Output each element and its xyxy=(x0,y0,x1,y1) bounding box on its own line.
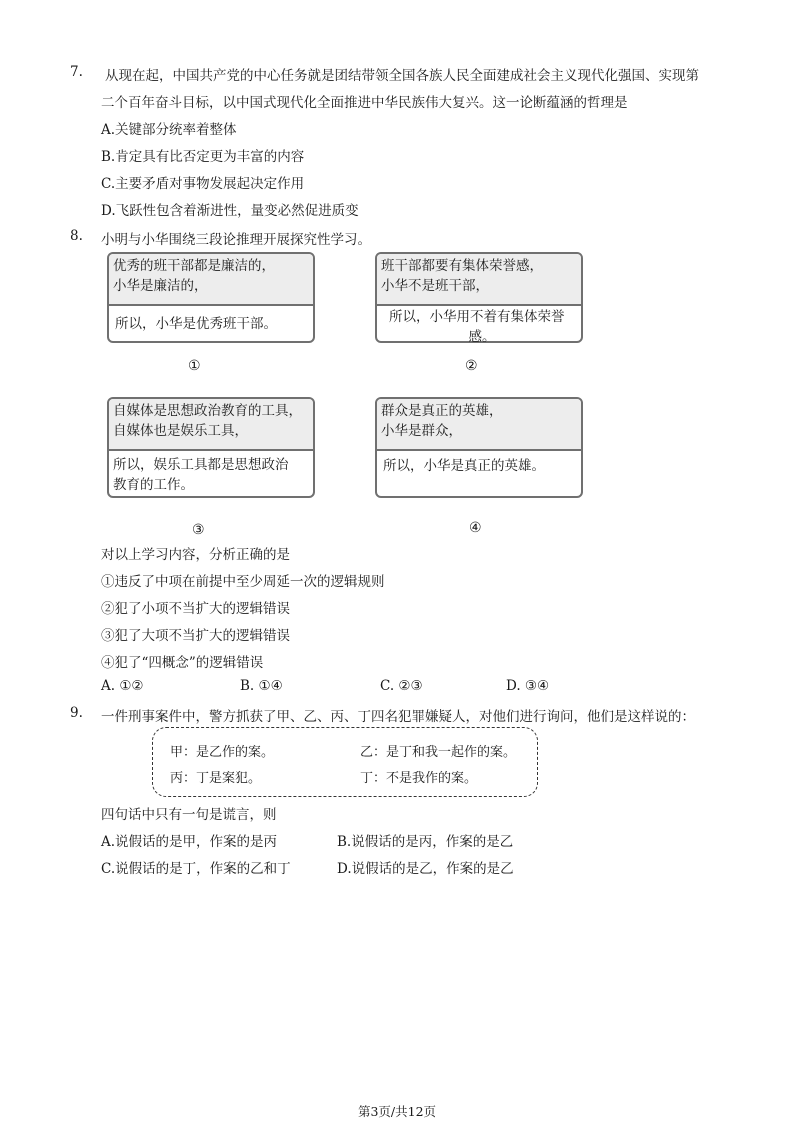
statement-item-1: ①违反了中项在前提中至少周延一次的逻辑规则 xyxy=(101,574,385,590)
statement-ding: 丁：不是我作的案。 xyxy=(360,771,478,786)
statement-item-4: ④犯了“四概念”的逻辑错误 xyxy=(101,655,264,671)
premises xyxy=(377,254,581,306)
option-a: A.说假话的是甲，作案的是丙 xyxy=(101,834,278,850)
conclusion: 所以，小华是优秀班干部。 xyxy=(115,316,277,332)
major-premise: 群众是真正的英雄， xyxy=(381,403,503,419)
statement-item-2: ②犯了小项不当扩大的逻辑错误 xyxy=(101,601,290,617)
box-label: ④ xyxy=(469,520,482,536)
major-premise: 优秀的班干部都是廉洁的， xyxy=(113,258,275,274)
statement-jia: 甲：是乙作的案。 xyxy=(170,745,275,760)
major-premise: 班干部都要有集体荣誉感， xyxy=(381,258,543,274)
option-a: A. ①② xyxy=(101,678,144,694)
question-stem-line-1: 从现在起，中国共产党的中心任务就是团结带领全国各族人民全面建成社会主义现代化强国、实现第 xyxy=(105,68,699,84)
option-d: D. ③④ xyxy=(506,678,550,694)
question-prompt: 对以上学习内容，分析正确的是 xyxy=(101,547,290,563)
conclusion: 所以，娱乐工具都是思想政治 教育的工作。 xyxy=(113,457,289,493)
statement-item-3: ③犯了大项不当扩大的逻辑错误 xyxy=(101,628,290,644)
page-footer: 第3页/共12页 xyxy=(357,1104,437,1119)
statement-yi: 乙：是丁和我一起作的案。 xyxy=(360,745,517,760)
minor-premise: 小华是廉洁的， xyxy=(113,278,208,294)
option-c: C. ②③ xyxy=(380,678,423,694)
premises xyxy=(377,399,581,451)
conclusion: 所以，小华是真正的英雄。 xyxy=(383,458,545,474)
question-stem: 一件刑事案件中，警方抓获了甲、乙、丙、丁四名犯罪嫌疑人，对他们进行询问，他们是这样说的： xyxy=(101,709,695,725)
statement-bing: 丙：丁是案犯。 xyxy=(170,771,262,786)
premises xyxy=(109,399,313,451)
question-prompt: 四句话中只有一句是谎言，则 xyxy=(101,807,277,823)
option-b: B.说假话的是丙，作案的是乙 xyxy=(337,834,514,850)
question-stem: 小明与小华围绕三段论推理开展探究性学习。 xyxy=(101,232,371,248)
option-a: A.关键部分统率着整体 xyxy=(101,122,237,138)
minor-premise: 小华不是班干部， xyxy=(381,278,489,294)
box-label: ① xyxy=(188,358,201,374)
major-premise: 自媒体是思想政治教育的工具， xyxy=(113,403,302,419)
testimony-box xyxy=(152,727,538,797)
question-number: 9. xyxy=(70,705,83,721)
option-b: B.肯定具有比否定更为丰富的内容 xyxy=(101,149,305,165)
minor-premise: 自媒体也是娱乐工具， xyxy=(113,423,248,439)
syllogism-box-2 xyxy=(375,252,583,343)
box-label: ② xyxy=(465,358,478,374)
question-stem-line-2: 二个百年奋斗目标，以中国式现代化全面推进中华民族伟大复兴。这一论断蕴涵的哲理是 xyxy=(101,95,628,111)
question-number: 8. xyxy=(70,228,83,244)
option-c: C.主要矛盾对事物发展起决定作用 xyxy=(101,176,305,192)
syllogism-box-4 xyxy=(375,397,583,498)
box-label: ③ xyxy=(192,522,205,538)
question-number: 7. xyxy=(70,64,83,80)
conclusion: 所以，小华用不着有集体荣誉 感。 xyxy=(389,309,565,345)
option-c: C.说假话的是丁，作案的乙和丁 xyxy=(101,861,291,877)
premises xyxy=(109,254,313,306)
syllogism-box-3 xyxy=(107,397,315,498)
option-d: D.说假话的是乙，作案的是乙 xyxy=(337,861,514,877)
option-d: D.飞跃性包含着渐进性，量变必然促进质变 xyxy=(101,203,359,219)
minor-premise: 小华是群众， xyxy=(381,423,462,439)
option-b: B. ①④ xyxy=(240,678,283,694)
syllogism-box-1 xyxy=(107,252,315,343)
